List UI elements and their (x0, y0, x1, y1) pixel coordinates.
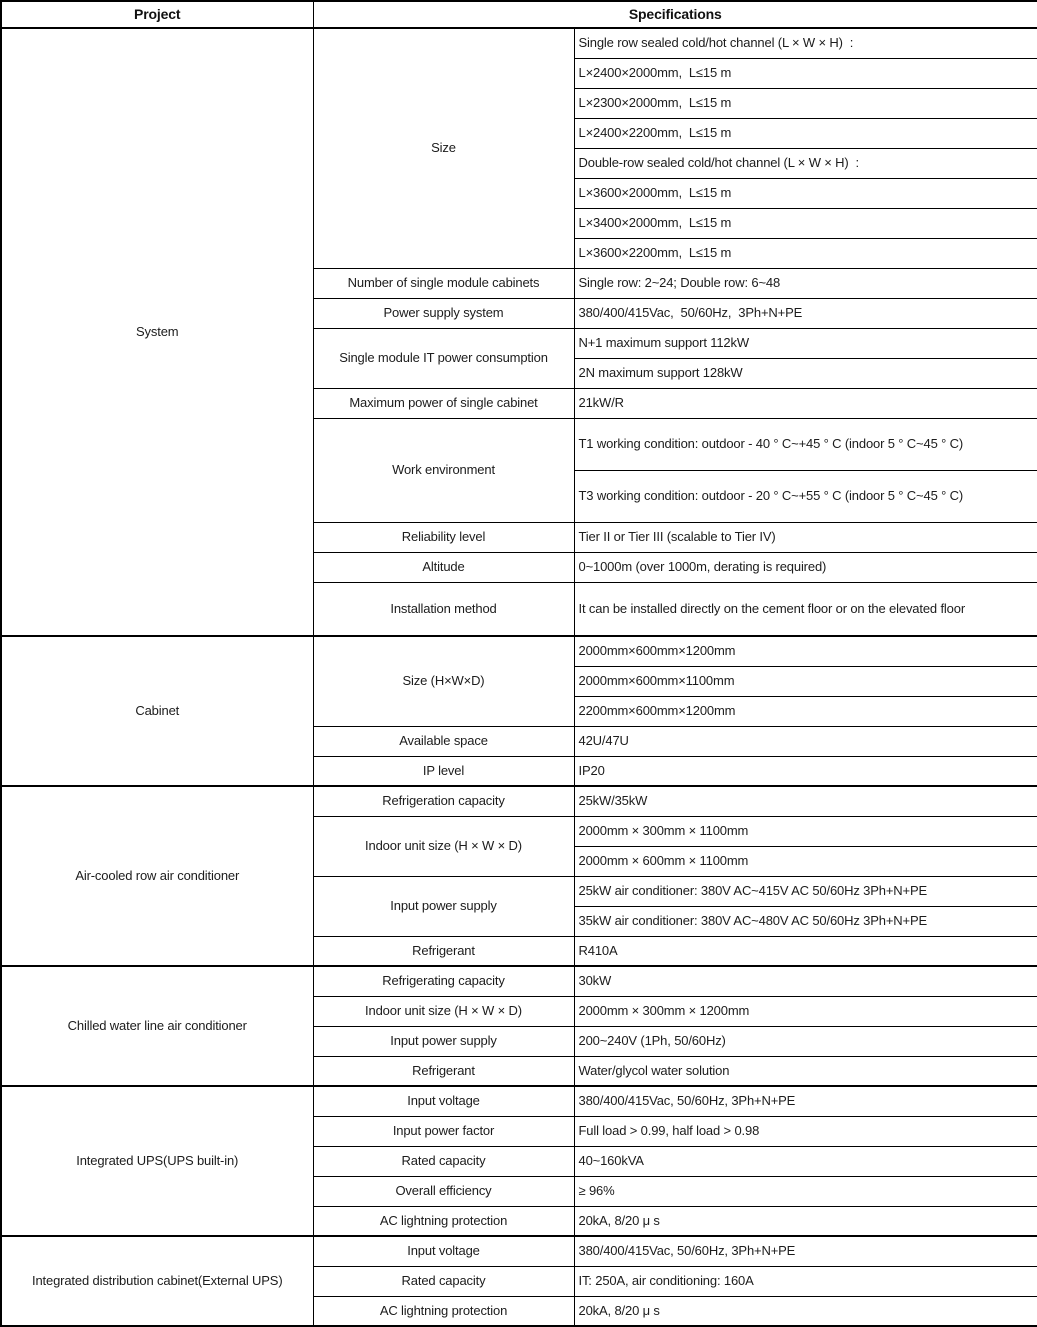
spec-value: Water/glycol water solution (574, 1056, 1037, 1086)
spec-label-overall-efficiency: Overall efficiency (313, 1176, 574, 1206)
spec-value: 21kW/R (574, 388, 1037, 418)
spec-value: 20kA, 8/20 μ s (574, 1206, 1037, 1236)
spec-value: 2000mm×600mm×1200mm (574, 636, 1037, 666)
spec-value: L×3600×2000mm, L≤15 m (574, 178, 1037, 208)
spec-label-refrigerant: Refrigerant (313, 936, 574, 966)
spec-value: It can be installed directly on the cement floor or on the elevated floor (574, 582, 1037, 636)
spec-value: 380/400/415Vac, 50/60Hz, 3Ph+N+PE (574, 298, 1037, 328)
spec-value: L×2300×2000mm, L≤15 m (574, 88, 1037, 118)
spec-label-work-environment: Work environment (313, 418, 574, 522)
spec-label-refrigerating-capacity: Refrigerating capacity (313, 966, 574, 996)
spec-value: L×2400×2200mm, L≤15 m (574, 118, 1037, 148)
spec-label-refrigerant: Refrigerant (313, 1056, 574, 1086)
project-cell-system: System (1, 28, 313, 636)
spec-label-input-power-factor: Input power factor (313, 1116, 574, 1146)
spec-label-power-supply-system: Power supply system (313, 298, 574, 328)
spec-label-reliability: Reliability level (313, 522, 574, 552)
spec-value: N+1 maximum support 112kW (574, 328, 1037, 358)
spec-value: L×3400×2000mm, L≤15 m (574, 208, 1037, 238)
table-row (1, 636, 1037, 666)
table-row (1, 966, 1037, 996)
spec-label-it-power: Single module IT power consumption (313, 328, 574, 388)
spec-value: 380/400/415Vac, 50/60Hz, 3Ph+N+PE (574, 1236, 1037, 1266)
spec-value: Full load > 0.99, half load > 0.98 (574, 1116, 1037, 1146)
table-row (1, 1236, 1037, 1266)
spec-label-ac-lightning-protection: AC lightning protection (313, 1206, 574, 1236)
spec-value: Single row: 2~24; Double row: 6~48 (574, 268, 1037, 298)
project-cell-integrated-ups: Integrated UPS(UPS built-in) (1, 1086, 313, 1236)
header-specifications: Specifications (313, 1, 1037, 28)
spec-value: 2000mm×600mm×1100mm (574, 666, 1037, 696)
spec-label-ac-lightning-protection: AC lightning protection (313, 1296, 574, 1326)
spec-label-input-voltage: Input voltage (313, 1086, 574, 1116)
header-project: Project (1, 1, 313, 28)
spec-value: 380/400/415Vac, 50/60Hz, 3Ph+N+PE (574, 1086, 1037, 1116)
spec-value: Double-row sealed cold/hot channel (L × W × H) : (574, 148, 1037, 178)
spec-value: R410A (574, 936, 1037, 966)
spec-value: 2200mm×600mm×1200mm (574, 696, 1037, 726)
table-row (1, 1086, 1037, 1116)
spec-value: ≥ 96% (574, 1176, 1037, 1206)
spec-value: Single row sealed cold/hot channel (L × W × H) : (574, 28, 1037, 58)
table-row (1, 28, 1037, 58)
spec-value: T3 working condition: outdoor - 20 ° C~+55 ° C (indoor 5 ° C~45 ° C) (574, 470, 1037, 522)
spec-value: 25kW/35kW (574, 786, 1037, 816)
spec-label-refrigeration-capacity: Refrigeration capacity (313, 786, 574, 816)
spec-label-max-cabinet-power: Maximum power of single cabinet (313, 388, 574, 418)
spec-label-available-space: Available space (313, 726, 574, 756)
spec-label-cabinet-count: Number of single module cabinets (313, 268, 574, 298)
spec-label-input-power-supply: Input power supply (313, 1026, 574, 1056)
project-cell-cabinet: Cabinet (1, 636, 313, 786)
spec-value: 200~240V (1Ph, 50/60Hz) (574, 1026, 1037, 1056)
spec-value: 30kW (574, 966, 1037, 996)
spec-value: Tier II or Tier III (scalable to Tier IV) (574, 522, 1037, 552)
spec-value: 25kW air conditioner: 380V AC~415V AC 50/60Hz 3Ph+N+PE (574, 876, 1037, 906)
spec-value: 40~160kVA (574, 1146, 1037, 1176)
project-cell-chilled-water-ac: Chilled water line air conditioner (1, 966, 313, 1086)
spec-value: IP20 (574, 756, 1037, 786)
spec-value: 42U/47U (574, 726, 1037, 756)
spec-label-ip-level: IP level (313, 756, 574, 786)
spec-value: T1 working condition: outdoor - 40 ° C~+45 ° C (indoor 5 ° C~45 ° C) (574, 418, 1037, 470)
spec-value: 2000mm × 300mm × 1200mm (574, 996, 1037, 1026)
spec-value: 0~1000m (over 1000m, derating is required) (574, 552, 1037, 582)
spec-label-input-voltage: Input voltage (313, 1236, 574, 1266)
spec-label-rated-capacity: Rated capacity (313, 1266, 574, 1296)
spec-value: L×3600×2200mm, L≤15 m (574, 238, 1037, 268)
spec-label-cabinet-size: Size (H×W×D) (313, 636, 574, 726)
table-row (1, 786, 1037, 816)
spec-value: 20kA, 8/20 μ s (574, 1296, 1037, 1326)
spec-label-installation: Installation method (313, 582, 574, 636)
spec-label-indoor-unit-size: Indoor unit size (H × W × D) (313, 996, 574, 1026)
spec-label-size: Size (313, 28, 574, 268)
spec-label-altitude: Altitude (313, 552, 574, 582)
spec-label-rated-capacity: Rated capacity (313, 1146, 574, 1176)
spec-value: 2000mm × 300mm × 1100mm (574, 816, 1037, 846)
spec-value: L×2400×2000mm, L≤15 m (574, 58, 1037, 88)
project-cell-distribution-cabinet: Integrated distribution cabinet(External UPS) (1, 1236, 313, 1326)
header-row (1, 1, 1037, 28)
spec-value: 2000mm × 600mm × 1100mm (574, 846, 1037, 876)
spec-label-indoor-unit-size: Indoor unit size (H × W × D) (313, 816, 574, 876)
spec-value: 2N maximum support 128kW (574, 358, 1037, 388)
spec-label-input-power-supply: Input power supply (313, 876, 574, 936)
spec-value: IT: 250A, air conditioning: 160A (574, 1266, 1037, 1296)
project-cell-air-cooled-ac: Air-cooled row air conditioner (1, 786, 313, 966)
spec-value: 35kW air conditioner: 380V AC~480V AC 50/60Hz 3Ph+N+PE (574, 906, 1037, 936)
